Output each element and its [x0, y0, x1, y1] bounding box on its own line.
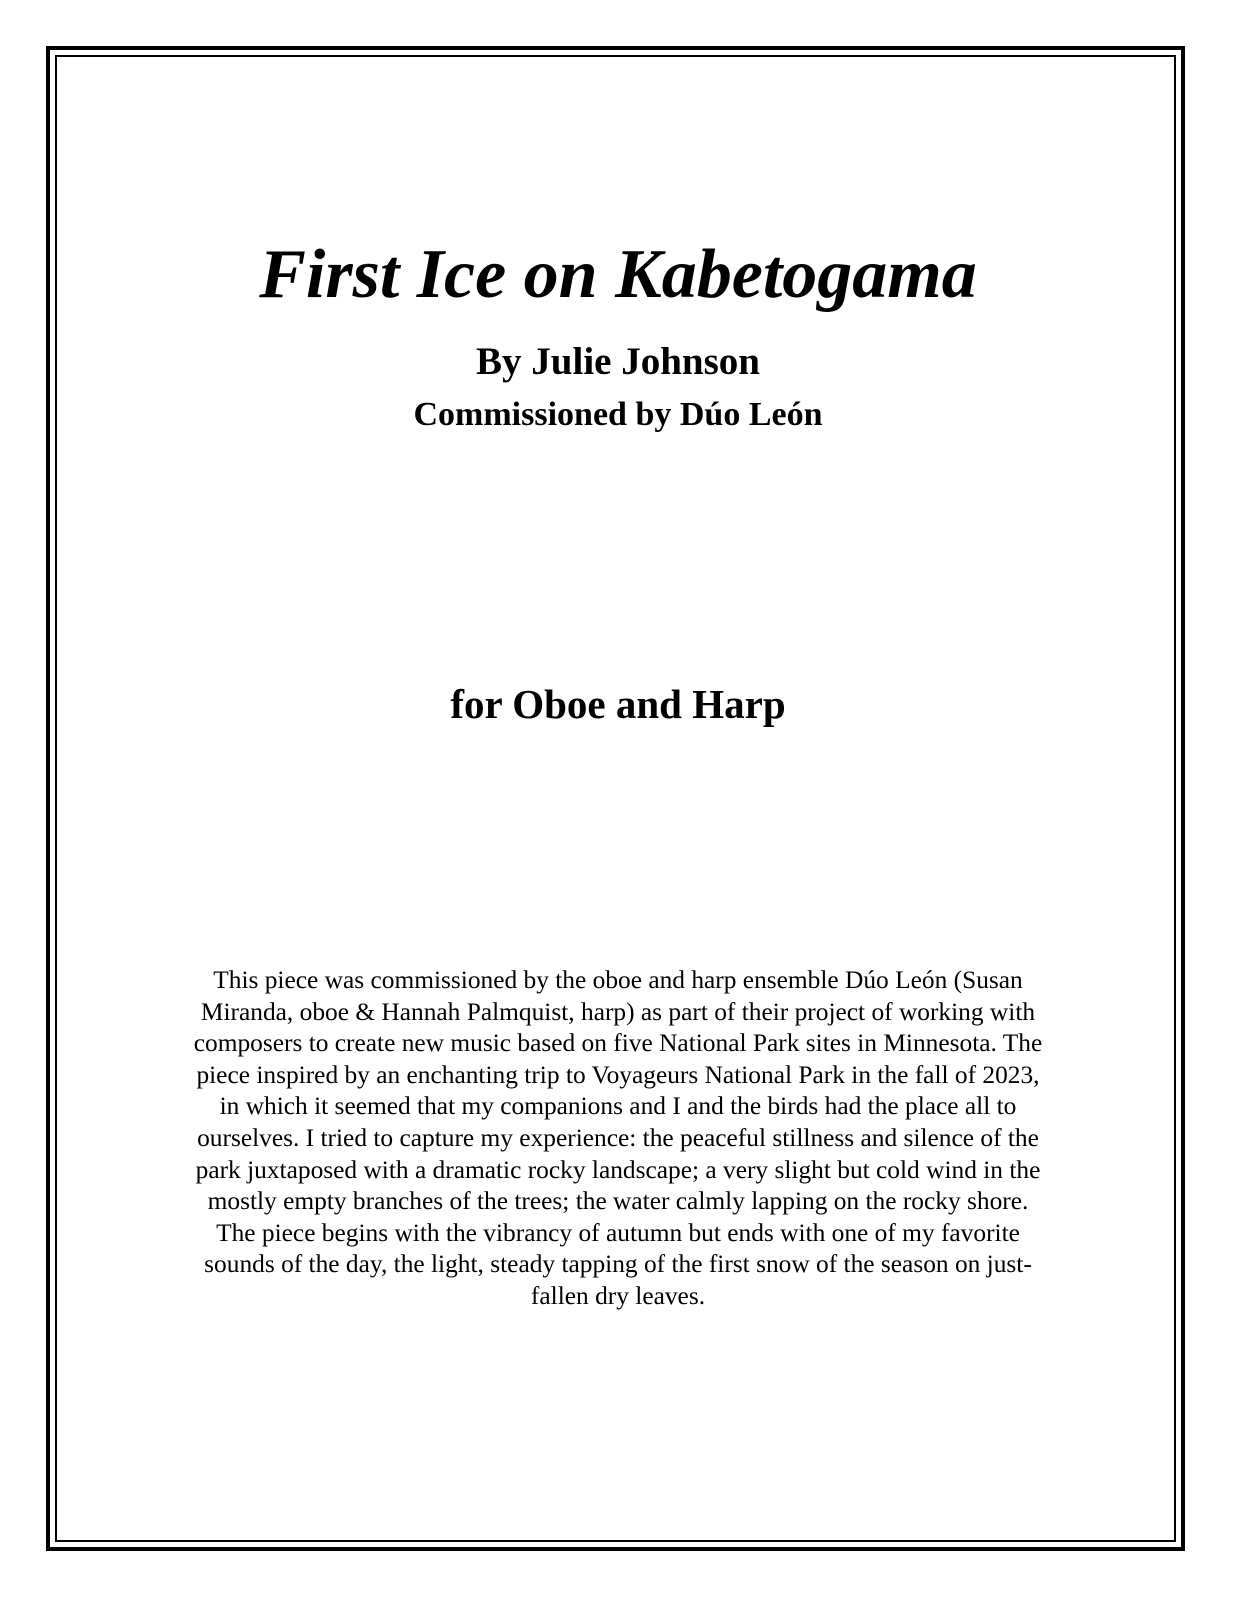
instrumentation: for Oboe and Harp	[450, 681, 786, 727]
score-title: First Ice on Kabetogama	[259, 236, 977, 313]
program-note-line: piece inspired by an enchanting trip to Voyageurs National Park in the fall of 2023,	[196, 1060, 1040, 1089]
program-note-line: fallen dry leaves.	[530, 1281, 706, 1310]
commission-credit: Commissioned by Dúo León	[413, 396, 823, 433]
program-note-line: in which it seemed that my companions and I and the birds had the place all to	[219, 1092, 1017, 1121]
program-note-line: The piece begins with the vibrancy of autumn but ends with one of my favorite	[216, 1218, 1020, 1247]
program-note-line: Miranda, oboe & Hannah Palmquist, harp) as part of their project of working with	[200, 997, 1036, 1026]
program-note-line: This piece was commissioned by the oboe and harp ensemble Dúo León (Susan	[213, 966, 1023, 994]
program-note-line: sounds of the day, the light, steady tapping of the first snow of the season on just-	[204, 1250, 1032, 1279]
program-note-line: ourselves. I tried to capture my experience: the peaceful stillness and silence of the	[197, 1123, 1039, 1152]
composer-credit: By Julie Johnson	[476, 340, 760, 383]
program-note-line: mostly empty branches of the trees; the water calmly lapping on the rocky shore.	[207, 1187, 1029, 1216]
program-note-line: park juxtaposed with a dramatic rocky landscape; a very slight but cold wind in the	[195, 1155, 1041, 1184]
program-note-line: composers to create new music based on five National Park sites in Minnesota. The	[193, 1029, 1043, 1058]
program-note	[130, 965, 1106, 1313]
